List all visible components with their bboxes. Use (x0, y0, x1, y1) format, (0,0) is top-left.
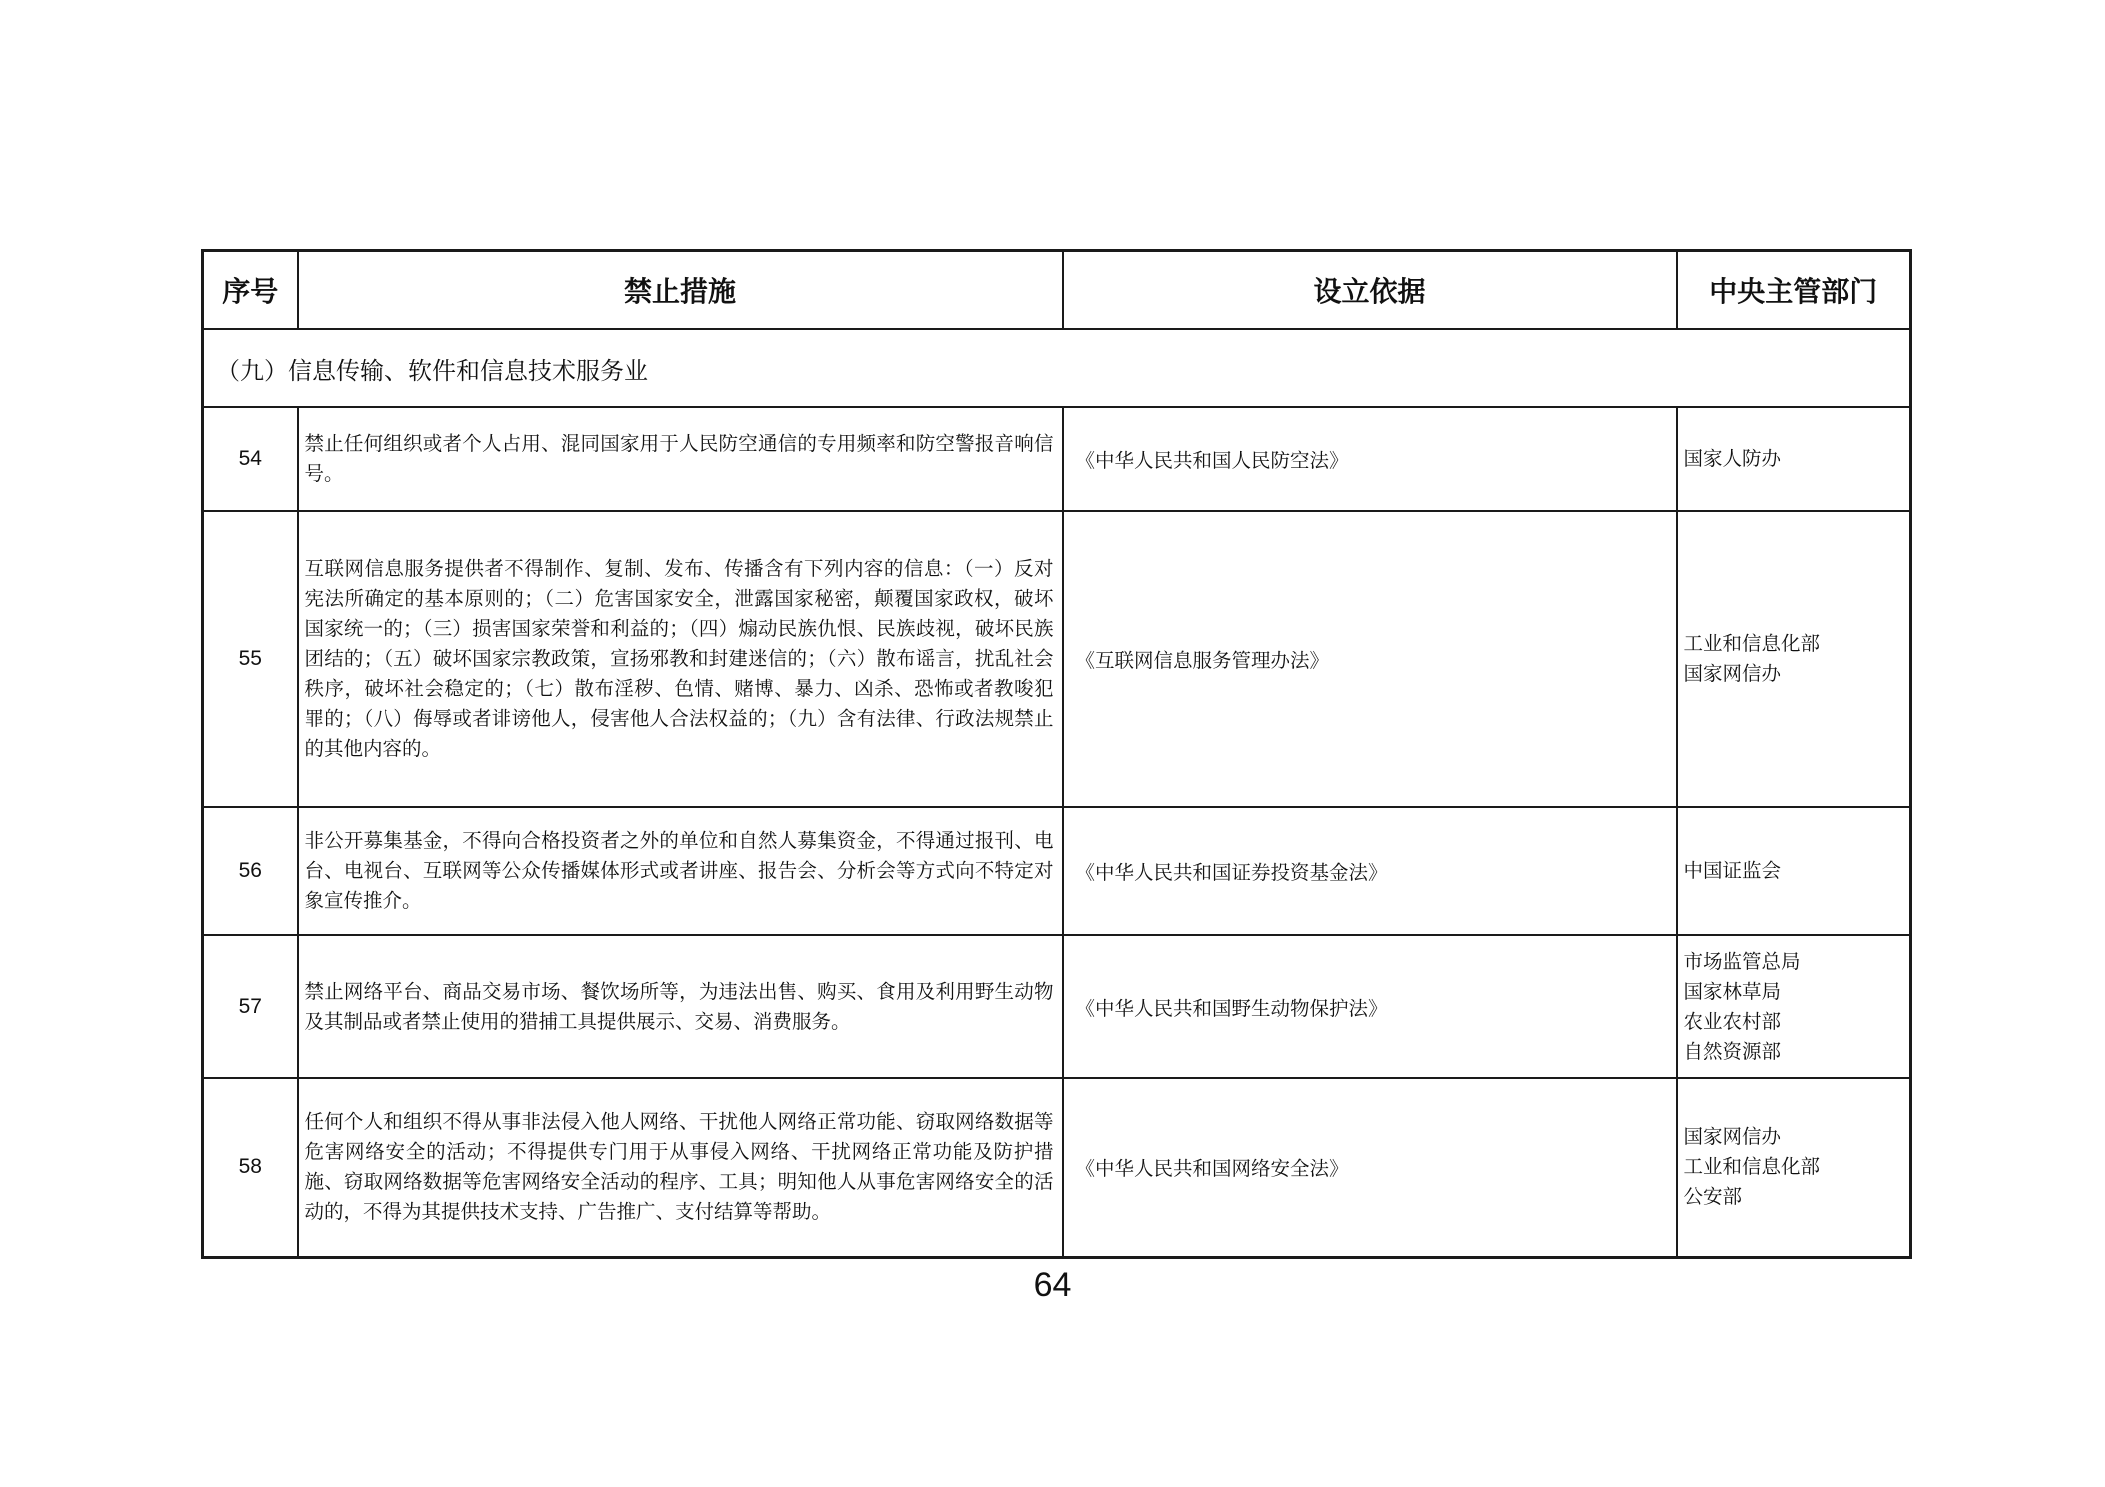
row-measure: 禁止网络平台、商品交易市场、餐饮场所等，为违法出售、购买、食用及利用野生动物及其制品或者禁止使用的猎捕工具提供展示、交易、消费服务。 (298, 935, 1063, 1078)
row-num: 54 (203, 407, 298, 511)
row-dept (1677, 407, 1911, 511)
row-dept (1677, 511, 1911, 807)
row-measure: 禁止任何组织或者个人占用、混同国家用于人民防空通信的专用频率和防空警报音响信号。 (298, 407, 1063, 511)
row-basis: 《中华人民共和国证券投资基金法》 (1063, 807, 1677, 935)
dept-item: 国家人防办 (1683, 447, 1782, 470)
dept-item: 工业和信息化部 (1683, 1155, 1821, 1179)
dept-item: 国家网信办 (1683, 1125, 1782, 1149)
header-measure: 禁止措施 (298, 251, 1063, 330)
table-row (203, 935, 1911, 1078)
row-basis: 《互联网信息服务管理办法》 (1063, 511, 1677, 807)
row-dept (1677, 807, 1911, 935)
prohibited-measures-table (201, 249, 1912, 1259)
row-num: 58 (203, 1078, 298, 1257)
row-dept (1677, 935, 1911, 1078)
dept-item: 市场监管总局 (1683, 949, 1801, 973)
dept-item: 自然资源部 (1683, 1039, 1782, 1063)
table-row (203, 807, 1911, 935)
dept-item: 工业和信息化部 (1683, 632, 1821, 655)
table-row (203, 1078, 1911, 1257)
row-dept (1677, 1078, 1911, 1257)
dept-item: 农业农村部 (1683, 1009, 1782, 1033)
section-row (203, 329, 1911, 407)
table-header-row (203, 251, 1911, 330)
dept-item: 中国证监会 (1683, 859, 1782, 882)
header-basis: 设立依据 (1063, 251, 1677, 330)
row-basis: 《中华人民共和国野生动物保护法》 (1063, 935, 1677, 1078)
row-measure: 互联网信息服务提供者不得制作、复制、发布、传播含有下列内容的信息：（一）反对宪法所确定的基本原则的；（二）危害国家安全，泄露国家秘密，颠覆国家政权，破坏国家统一的；（三）损害国家荣誉和利益的；（四）煽动民族仇恨、民族歧视，破坏民族团结的；（五）破坏国家宗教政策，宣扬邪教和封建迷信的；（六）散布谣言，扰乱社会秩序，破坏社会稳定的；（七）散布淫秽、色情、赌博、暴力、凶杀、恐怖或者教唆犯罪的；（八）侮辱或者诽谤他人，侵害他人合法权益的；（九）含有法律、行政法规禁止的其他内容的。 (298, 511, 1063, 807)
row-basis: 《中华人民共和国网络安全法》 (1063, 1078, 1677, 1257)
row-num: 57 (203, 935, 298, 1078)
dept-item: 公安部 (1683, 1185, 1743, 1209)
measures-table-container (201, 249, 1909, 1259)
row-measure: 任何个人和组织不得从事非法侵入他人网络、干扰他人网络正常功能、窃取网络数据等危害网络安全的活动；不得提供专门用于从事侵入网络、干扰网络正常功能及防护措施、窃取网络数据等危害网络安全活动的程序、工具；明知他人从事危害网络安全的活动的，不得为其提供技术支持、广告推广、支付结算等帮助。 (298, 1078, 1063, 1257)
header-num: 序号 (203, 251, 298, 330)
row-measure: 非公开募集基金，不得向合格投资者之外的单位和自然人募集资金，不得通过报刊、电台、电视台、互联网等公众传播媒体形式或者讲座、报告会、分析会等方式向不特定对象宣传推介。 (298, 807, 1063, 935)
dept-item: 国家网信办 (1683, 662, 1782, 685)
header-dept: 中央主管部门 (1677, 251, 1911, 330)
row-num: 55 (203, 511, 298, 807)
table-row (203, 511, 1911, 807)
row-num: 56 (203, 807, 298, 935)
row-basis: 《中华人民共和国人民防空法》 (1063, 407, 1677, 511)
dept-item: 国家林草局 (1683, 979, 1782, 1003)
section-title: （九）信息传输、软件和信息技术服务业 (203, 329, 1911, 407)
table-row (203, 407, 1911, 511)
page-number: 64 (1033, 1266, 1072, 1304)
